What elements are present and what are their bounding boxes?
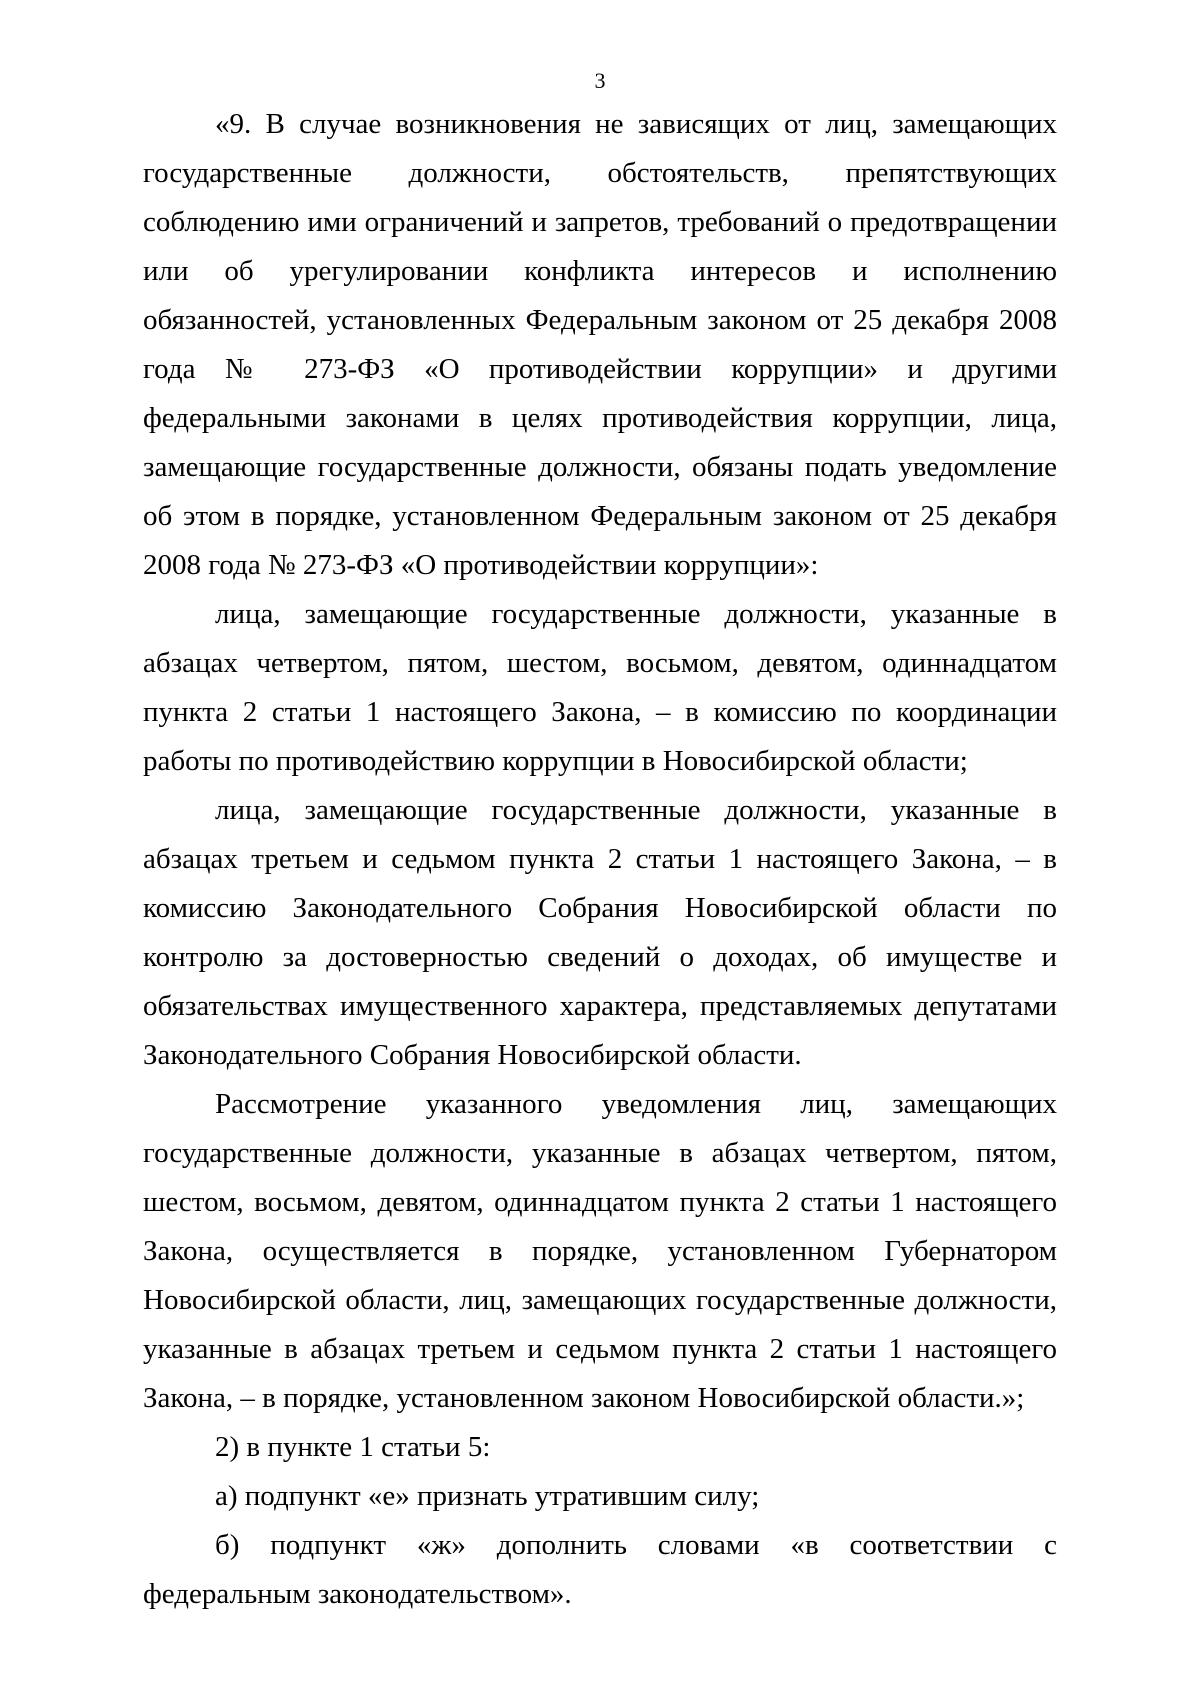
paragraph-clause-9: «9. В случае возникновения не зависящих от лиц, замещающих государственные должности, обстоятельств, препятствующих соблюдению ими ограничений и запретов, требований о предотвращении или об урегулировании конфликта интересов и исполнению обязанностей, установленных Федеральным законом от 25 декабря 2008 года № 273-ФЗ «О противодействии коррупции» и другими федеральными законами в целях противодействия коррупции, лица, замещающие государственные должности, обязаны подать уведомление об этом в порядке, установленном Федеральным законом от 25 декабря 2008 года № 273-ФЗ «О противодействии коррупции»:: [143, 108, 1057, 581]
document-body: [143, 100, 1057, 1619]
paragraph-subitem-b: б) подпункт «ж» дополнить словами «в соответствии с федеральным законодательством».: [143, 1529, 1057, 1610]
page-number: 3: [594, 68, 606, 93]
paragraph-commission-legislative-assembly: лица, замещающие государственные должности, указанные в абзацах третьем и седьмом пункта 2 статьи 1 настоящего Закона, – в комиссию Законодательного Собрания Новосибирской области по контролю за достоверностью сведений о доходах, об имуществе и обязательствах имущественного характера, представляемых депутатами Законодательного Собрания Новосибирской области.: [143, 794, 1057, 1071]
paragraph-item-2: 2) в пункте 1 статьи 5:: [215, 1431, 491, 1463]
paragraph-notification-review: Рассмотрение указанного уведомления лиц, замещающих государственные должности, указанные в абзацах четвертом, пятом, шестом, восьмом, девятом, одиннадцатом пункта 2 статьи 1 настоящего Закона, осуществляется в порядке, установленном Губернатором Новосибирской области, лиц, замещающих государственные должности, указанные в абзацах третьем и седьмом пункта 2 статьи 1 настоящего Закона, – в порядке, установленном законом Новосибирской области.»;: [143, 1088, 1057, 1414]
paragraph-subitem-a: а) подпункт «е» признать утратившим силу;: [215, 1480, 760, 1512]
paragraph-commission-coordination: лица, замещающие государственные должности, указанные в абзацах четвертом, пятом, шестом, восьмом, девятом, одиннадцатом пункта 2 статьи 1 настоящего Закона, – в комиссию по координации работы по противодействию коррупции в Новосибирской области;: [143, 598, 1057, 777]
